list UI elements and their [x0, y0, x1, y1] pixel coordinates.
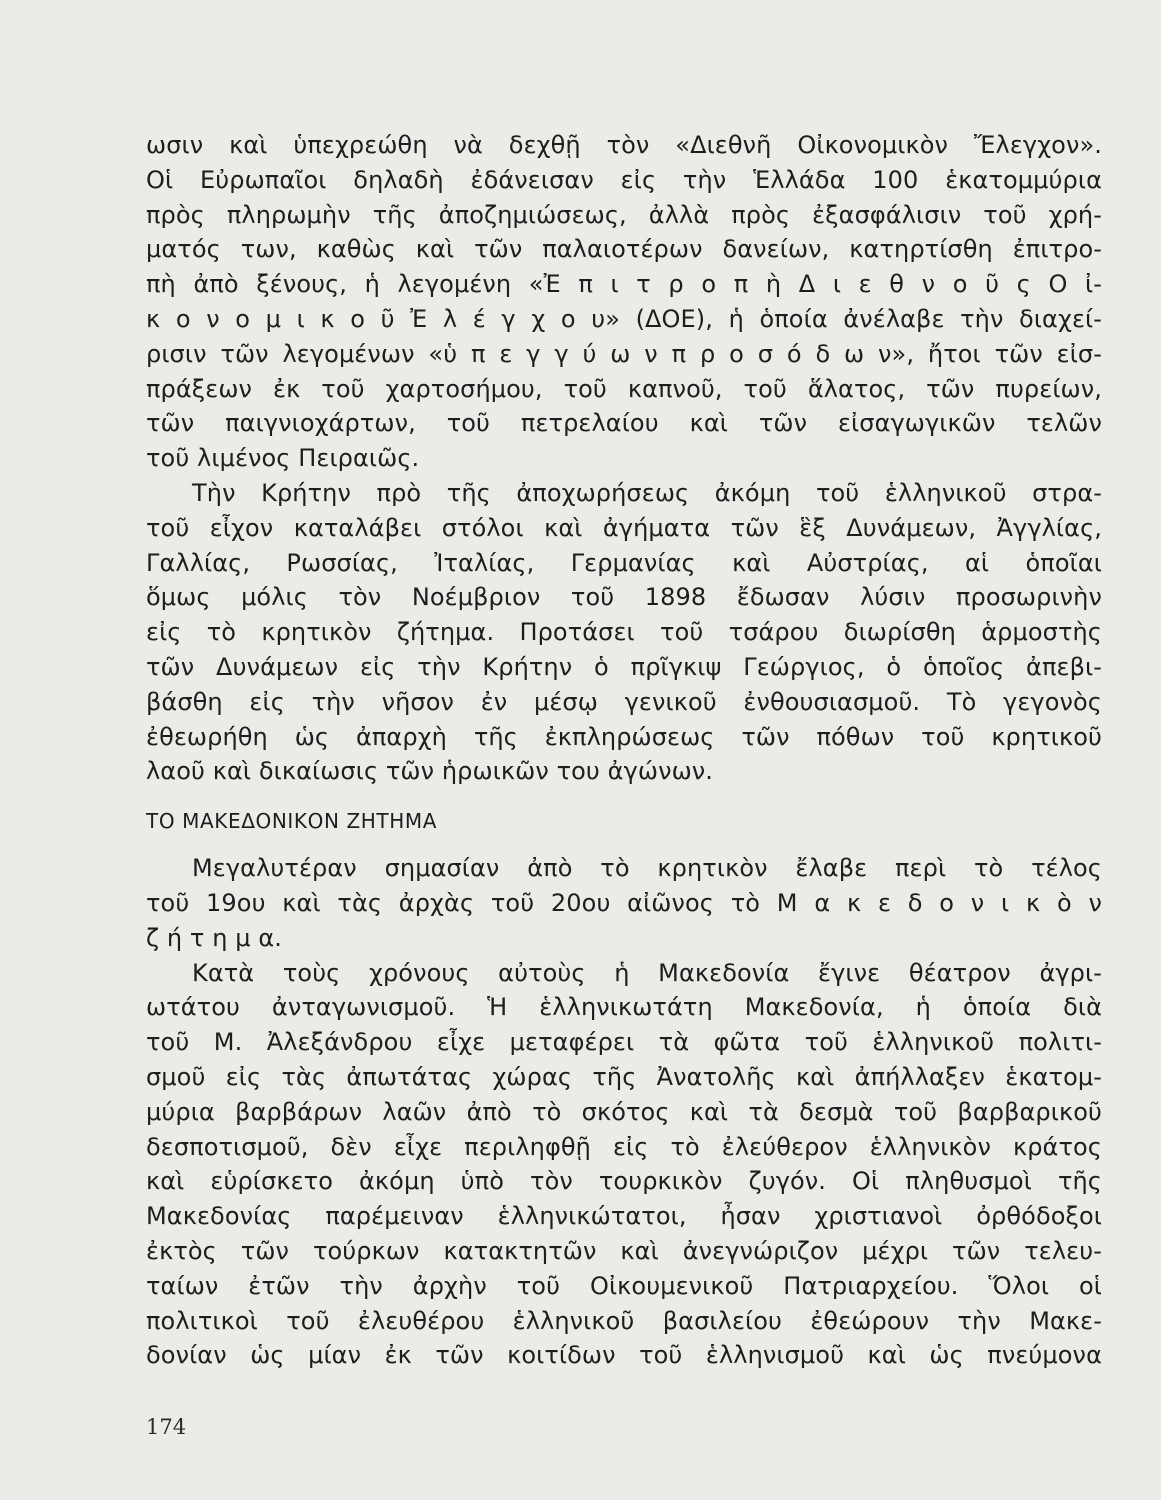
text-line: Κατὰ τοὺς χρόνους αὐτοὺς ἡ Μακεδονία ἔγινε θέατρον ἀγρι- — [192, 958, 1102, 987]
text-line: λαοῦ καὶ δικαίωσις τῶν ἡρωικῶν του ἀγώνων. — [146, 757, 714, 786]
section-macedonian-question — [146, 851, 1102, 1373]
text-line: ζ ή τ η μ α. — [146, 923, 282, 952]
body-text — [146, 128, 1102, 1373]
text-line: Οἱ Εὐρωπαῖοι δηλαδὴ ἐδάνεισαν εἰς τὴν Ἑλλάδα 100 ἑκατομμύρια — [146, 165, 1102, 194]
text-line: τοῦ εἶχον καταλάβει στόλοι καὶ ἀγήματα τῶν ἓξ Δυνάμεων, Ἀγγλίας, — [146, 513, 1102, 542]
text-line: τοῦ 19ου καὶ τὰς ἀρχὰς τοῦ 20ου αἰῶνος τὸ Μ α κ ε δ ο ν ι κ ὸ ν — [146, 888, 1102, 917]
page-number: 174 — [146, 1415, 187, 1439]
text-line: τῶν παιγνιοχάρτων, τοῦ πετρελαίου καὶ τῶν εἰσαγωγικῶν τελῶν — [146, 409, 1102, 438]
text-line: δεσποτισμοῦ, δὲν εἶχε περιληφθῇ εἰς τὸ ἐλεύθερον ἑλληνικὸν κράτος — [146, 1132, 1102, 1161]
text-line: τῶν Δυνάμεων εἰς τὴν Κρήτην ὁ πρῖγκιψ Γεώργιος, ὁ ὁποῖος ἀπεβι- — [146, 652, 1102, 681]
text-line: μύρια βαρβάρων λαῶν ἀπὸ τὸ σκότος καὶ τὰ δεσμὰ τοῦ βαρβαρικοῦ — [146, 1097, 1102, 1126]
text-line: ἐκτὸς τῶν τούρκων κατακτητῶν καὶ ἀνεγνώριζον μέχρι τῶν τελευ- — [146, 1236, 1102, 1265]
text-line: Μακεδονίας παρέμειναν ἑλληνικώτατοι, ἦσαν χριστιανοὶ ὀρθόδοξοι — [146, 1202, 1102, 1231]
text-line: ταίων ἐτῶν τὴν ἀρχὴν τοῦ Οἰκουμενικοῦ Πατριαρχείου. Ὅλοι οἱ — [146, 1271, 1102, 1300]
text-line: εἰς τὸ κρητικὸν ζήτημα. Προτάσει τοῦ τσάρου διωρίσθη ἁρμοστὴς — [146, 618, 1102, 647]
section-financial-control-and-crete — [146, 128, 1102, 789]
text-line: πολιτικοὶ τοῦ ἐλευθέρου ἑλληνικοῦ βασιλείου ἐθεώρουν τὴν Μακε- — [146, 1306, 1102, 1335]
text-line: Γαλλίας, Ρωσσίας, Ἰταλίας, Γερμανίας καὶ Αὐστρίας, αἱ ὁποῖαι — [146, 548, 1102, 577]
text-line: κ ο ν ο μ ι κ ο ῦ Ἐ λ έ γ χ ο υ» (ΔΟΕ), ἡ ὁποία ἀνέλαβε τὴν διαχεί- — [146, 304, 1102, 333]
text-line: τοῦ λιμένος Πειραιῶς. — [146, 444, 420, 473]
text-line: ρισιν τῶν λεγομένων «ὑ π ε γ γ ύ ω ν π ρ ο σ ό δ ω ν», ἤτοι τῶν εἰσ- — [146, 339, 1102, 368]
text-line: Μεγαλυτέραν σημασίαν ἀπὸ τὸ κρητικὸν ἔλαβε περὶ τὸ τέλος — [192, 854, 1102, 883]
text-line: ἐθεωρήθη ὡς ἀπαρχὴ τῆς ἐκπληρώσεως τῶν πόθων τοῦ κρητικοῦ — [146, 722, 1102, 751]
section-heading: ΤΟ ΜΑΚΕΔΟΝΙΚΟΝ ΖΗΤΗΜΑ — [146, 809, 437, 834]
text-line: πράξεων ἐκ τοῦ χαρτοσήμου, τοῦ καπνοῦ, τοῦ ἅλατος, τῶν πυρείων, — [146, 374, 1102, 403]
text-line: πὴ ἀπὸ ξένους, ἡ λεγομένη «Ἐ π ι τ ρ ο π ὴ Δ ι ε θ ν ο ῦ ς Ο ἰ- — [146, 270, 1102, 299]
text-line: πρὸς πληρωμὴν τῆς ἀποζημιώσεως, ἀλλὰ πρὸς ἐξασφάλισιν τοῦ χρή- — [146, 200, 1102, 229]
text-line: τοῦ Μ. Ἀλεξάνδρου εἶχε μεταφέρει τὰ φῶτα τοῦ ἑλληνικοῦ πολιτι- — [146, 1028, 1102, 1057]
text-line: Τὴν Κρήτην πρὸ τῆς ἀποχωρήσεως ἀκόμη τοῦ ἑλληνικοῦ στρα- — [192, 478, 1102, 507]
text-line: ὅμως μόλις τὸν Νοέμβριον τοῦ 1898 ἔδωσαν λύσιν προσωρινὴν — [146, 583, 1102, 612]
text-line: δονίαν ὡς μίαν ἐκ τῶν κοιτίδων τοῦ ἑλληνισμοῦ καὶ ὡς πνεύμονα — [146, 1341, 1102, 1370]
text-line: σμοῦ εἰς τὰς ἀπωτάτας χώρας τῆς Ἀνατολῆς καὶ ἀπήλλαξεν ἑκατομ- — [146, 1062, 1102, 1091]
text-line: βάσθη εἰς τὴν νῆσον ἐν μέσῳ γενικοῦ ἐνθουσιασμοῦ. Τὸ γεγονὸς — [146, 687, 1102, 716]
text-line: καὶ εὑρίσκετο ἀκόμη ὑπὸ τὸν τουρκικὸν ζυγόν. Οἱ πληθυσμοὶ τῆς — [146, 1167, 1102, 1196]
text-line: ματός των, καθὼς καὶ τῶν παλαιοτέρων δανείων, κατηρτίσθη ἐπιτρο- — [146, 235, 1102, 264]
text-line: ωσιν καὶ ὑπεχρεώθη νὰ δεχθῇ τὸν «Διεθνῆ Οἰκονομικὸν Ἔλεγχον». — [146, 131, 1102, 159]
text-line: ωτάτου ἀνταγωνισμοῦ. Ἡ ἑλληνικωτάτη Μακεδονία, ἡ ὁποία διὰ — [146, 993, 1102, 1022]
